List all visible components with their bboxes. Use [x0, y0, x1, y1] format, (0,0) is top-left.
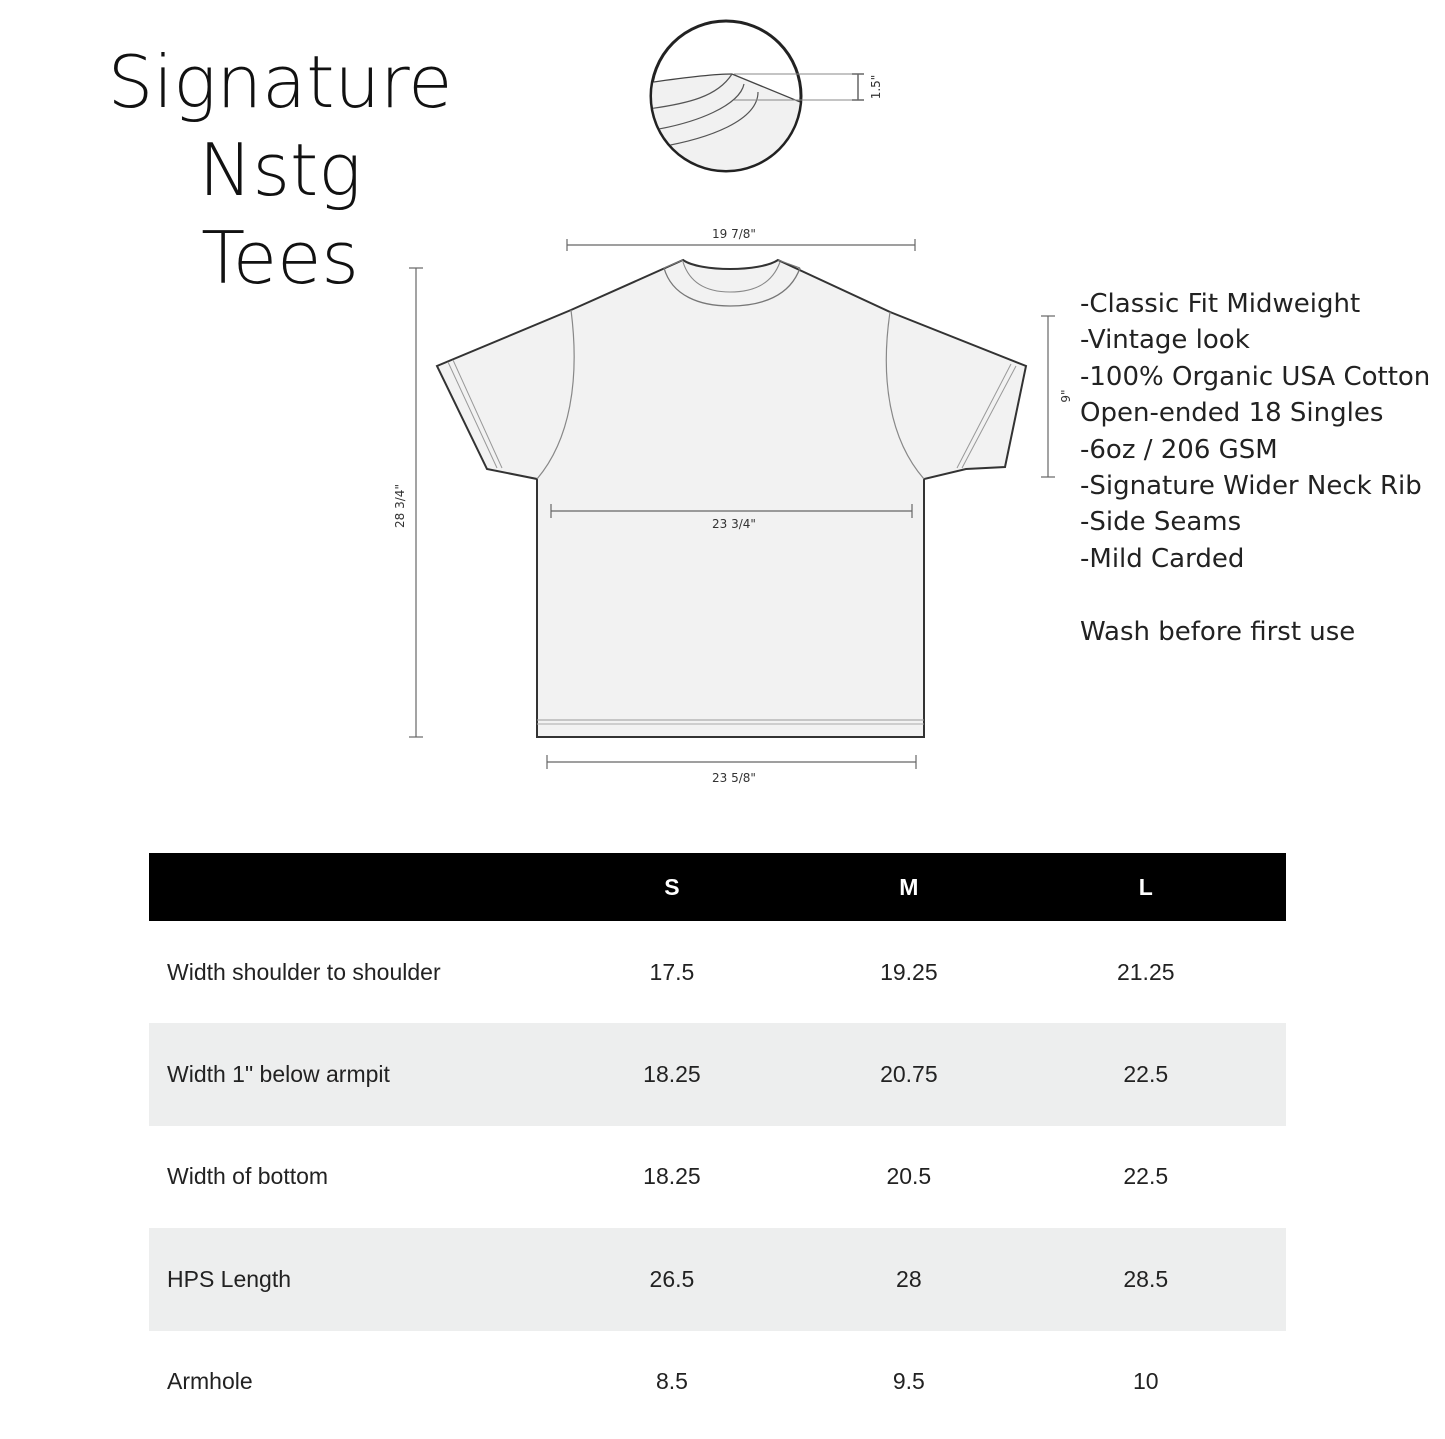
length-dimension [393, 268, 423, 737]
cell-m: 9.5 [892, 1368, 925, 1395]
feature-item: -6oz / 206 GSM [1080, 434, 1278, 465]
cell-s: 18.25 [643, 1163, 701, 1190]
feature-item: -100% Organic USA Cotton [1080, 361, 1431, 392]
table-row [149, 1023, 1286, 1125]
shoulder-width-dimension [567, 227, 915, 251]
tshirt-body [437, 260, 1026, 737]
shoulder-width-label: 19 7/8" [712, 227, 756, 241]
feature-item: -Classic Fit Midweight [1080, 289, 1361, 319]
cell-m: 19.25 [880, 958, 938, 985]
cell-s: 17.5 [649, 958, 695, 985]
cell-s: 18.25 [643, 1061, 701, 1088]
feature-item: Open-ended 18 Singles [1080, 398, 1384, 429]
header-size-m: M [899, 873, 919, 900]
neck-rib-detail [640, 21, 883, 190]
chest-width-label: 23 3/4" [712, 517, 756, 531]
table-row [149, 1331, 1286, 1433]
cell-s: 26.5 [649, 1265, 695, 1292]
cell-l: 28.5 [1123, 1265, 1169, 1292]
row-label: Armhole [167, 1368, 253, 1395]
feature-spacer [1080, 577, 1440, 613]
feature-item: -Signature Wider Neck Rib [1080, 471, 1422, 502]
feature-item: -Vintage look [1080, 325, 1250, 356]
armhole-label: 9" [1059, 389, 1073, 403]
title-line-1: Signature Nstg [107, 40, 453, 212]
header-filler [1264, 853, 1286, 921]
cell-m: 28 [896, 1265, 922, 1292]
cell-l: 21.25 [1116, 958, 1175, 985]
title-line-2: Tees [201, 216, 359, 300]
tshirt-outline [437, 260, 1026, 737]
row-label: Width 1" below armpit [167, 1061, 390, 1088]
header-blank [149, 853, 553, 921]
feature-list [1080, 286, 1440, 650]
table-row [149, 921, 1286, 1023]
header-size-l: L [1138, 873, 1153, 900]
row-label: HPS Length [167, 1265, 292, 1292]
cell-m: 20.5 [886, 1163, 932, 1190]
row-label: Width of bottom [167, 1163, 329, 1190]
neck-rib-label: 1.5" [869, 74, 883, 100]
row-label: Width shoulder to shoulder [167, 958, 441, 985]
header-size-s: S [664, 873, 680, 900]
length-label: 28 3/4" [393, 484, 407, 528]
cell-l: 10 [1132, 1368, 1159, 1395]
table-row [149, 1228, 1286, 1330]
care-note: Wash before first use [1080, 616, 1356, 647]
cell-s: 8.5 [655, 1368, 688, 1395]
cell-l: 22.5 [1123, 1163, 1169, 1190]
size-chart-table [149, 853, 1286, 1433]
feature-item: -Mild Carded [1080, 543, 1245, 574]
cell-l: 22.5 [1123, 1061, 1169, 1088]
table-header-row [149, 853, 1286, 921]
feature-item: -Side Seams [1080, 507, 1242, 538]
armhole-dimension [1041, 316, 1073, 477]
bottom-width-dimension [547, 755, 916, 785]
cell-m: 20.75 [880, 1061, 938, 1088]
bottom-width-label: 23 5/8" [712, 771, 756, 785]
table-row [149, 1126, 1286, 1228]
